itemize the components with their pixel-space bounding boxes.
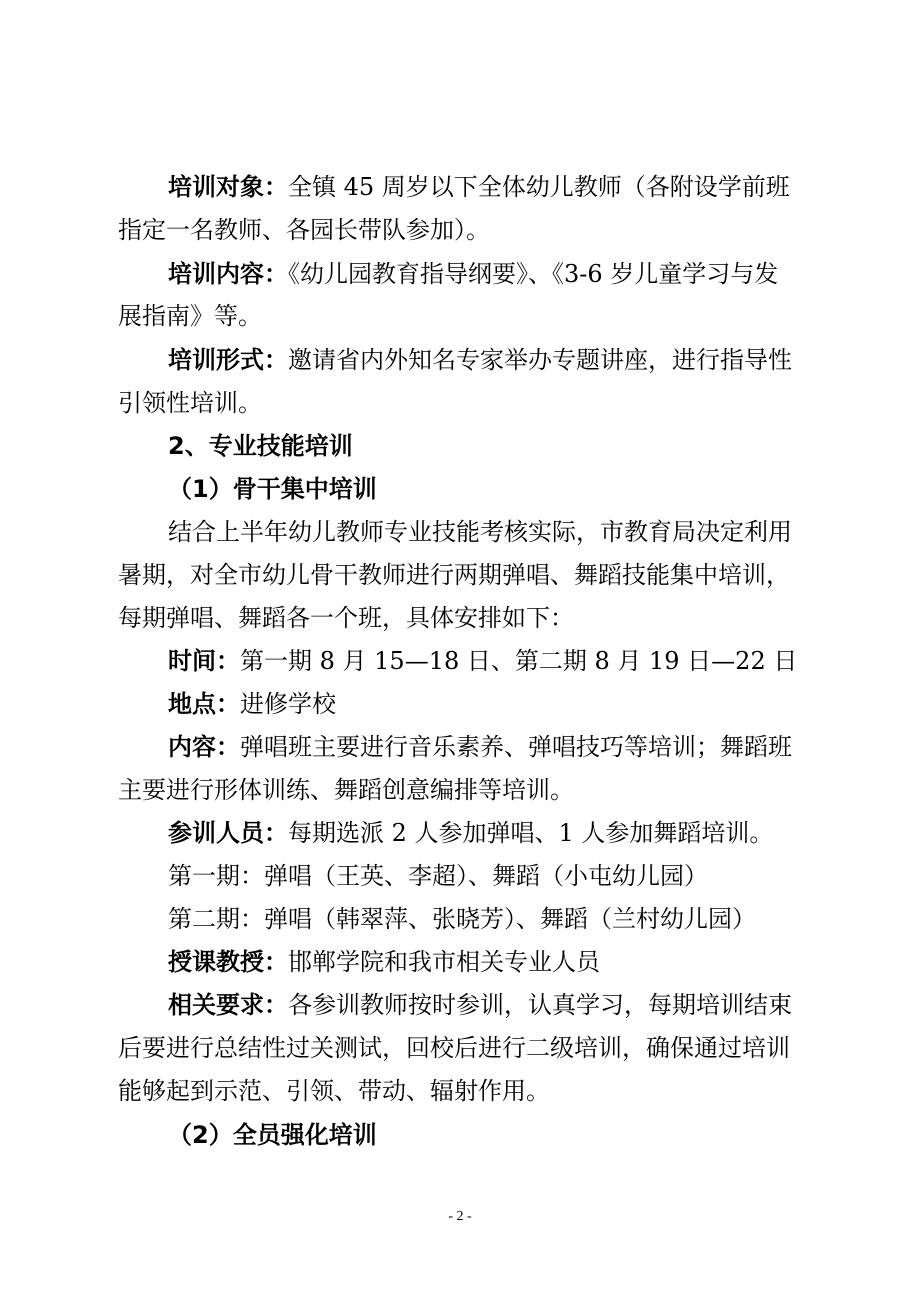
- participants-label: 参训人员：: [168, 819, 288, 847]
- subsection-heading-1: （1）骨干集中培训: [168, 475, 377, 503]
- training-object-line-1: [0, 171, 920, 203]
- place-line: [0, 688, 920, 720]
- lesson-text: 弹唱班主要进行音乐素养、弹唱技巧等培训；舞蹈班: [240, 733, 792, 761]
- teachers-label: 授课教授：: [168, 948, 288, 976]
- training-form-line-1: [0, 344, 920, 376]
- lesson-label: 内容：: [168, 733, 240, 761]
- training-content-label: 培训内容：: [168, 260, 288, 288]
- training-form-text-cont: 引领性培训。: [118, 389, 262, 417]
- teachers-line: [0, 946, 920, 978]
- training-object-text-cont: 指定一名教师、各园长带队参加）。: [118, 216, 490, 244]
- training-content-text: 《幼儿园教育指导纲要》、《3-6 岁儿童学习与发: [288, 260, 779, 288]
- time-line: [0, 645, 920, 677]
- section-heading-2: 2、专业技能培训: [168, 432, 353, 460]
- training-content-line-2: [0, 300, 920, 332]
- training-form-text: 邀请省内外知名专家举办专题讲座，进行指导性: [288, 346, 792, 374]
- period-1-line: 第一期：弹唱（王英、李超）、舞蹈（小屯幼儿园）: [168, 862, 708, 890]
- intro-line-3: 每期弹唱、舞蹈各一个班，具体安排如下：: [118, 604, 574, 632]
- intro-line-1: 结合上半年幼儿教师专业技能考核实际，市教育局决定利用: [168, 518, 792, 546]
- training-form-line-2: [0, 387, 920, 419]
- participants-line: [0, 817, 920, 849]
- requirements-line-2: 后要进行总结性过关测试，回校后进行二级培训，确保通过培训: [118, 1034, 790, 1062]
- training-form-label: 培训形式：: [168, 346, 288, 374]
- time-label: 时间：: [168, 647, 240, 675]
- training-content-text-cont: 展指南》等。: [118, 302, 262, 330]
- requirements-line-1: [0, 989, 920, 1021]
- lesson-line-1: [0, 731, 920, 763]
- training-object-label: 培训对象：: [168, 173, 288, 201]
- time-text: 第一期 8 月 15—18 日、第二期 8 月 19 日—22 日: [240, 647, 798, 675]
- place-text: 进修学校: [240, 690, 336, 718]
- requirements-label: 相关要求：: [168, 991, 288, 1019]
- requirements-text: 各参训教师按时参训，认真学习，每期培训结束: [288, 991, 792, 1019]
- teachers-text: 邯郸学院和我市相关专业人员: [288, 948, 600, 976]
- lesson-line-2: [0, 774, 920, 806]
- training-object-text: 全镇 45 周岁以下全体幼儿教师（各附设学前班: [288, 173, 790, 201]
- place-label: 地点：: [168, 690, 240, 718]
- intro-line-2: 暑期，对全市幼儿骨干教师进行两期弹唱、舞蹈技能集中培训，: [118, 561, 790, 589]
- training-object-line-2: [0, 214, 920, 246]
- subsection-heading-2: （2）全员强化培训: [168, 1121, 377, 1149]
- participants-text: 每期选派 2 人参加弹唱、1 人参加舞蹈培训。: [288, 819, 774, 847]
- page-number: - 2 -: [448, 1209, 472, 1224]
- requirements-line-3: 能够起到示范、引领、带动、辐射作用。: [118, 1077, 550, 1105]
- period-2-line: 第二期：弹唱（韩翠萍、张晓芳）、舞蹈（兰村幼儿园）: [168, 905, 756, 933]
- lesson-text-cont: 主要进行形体训练、舞蹈创意编排等培训。: [118, 776, 574, 804]
- training-content-line-1: [0, 258, 920, 290]
